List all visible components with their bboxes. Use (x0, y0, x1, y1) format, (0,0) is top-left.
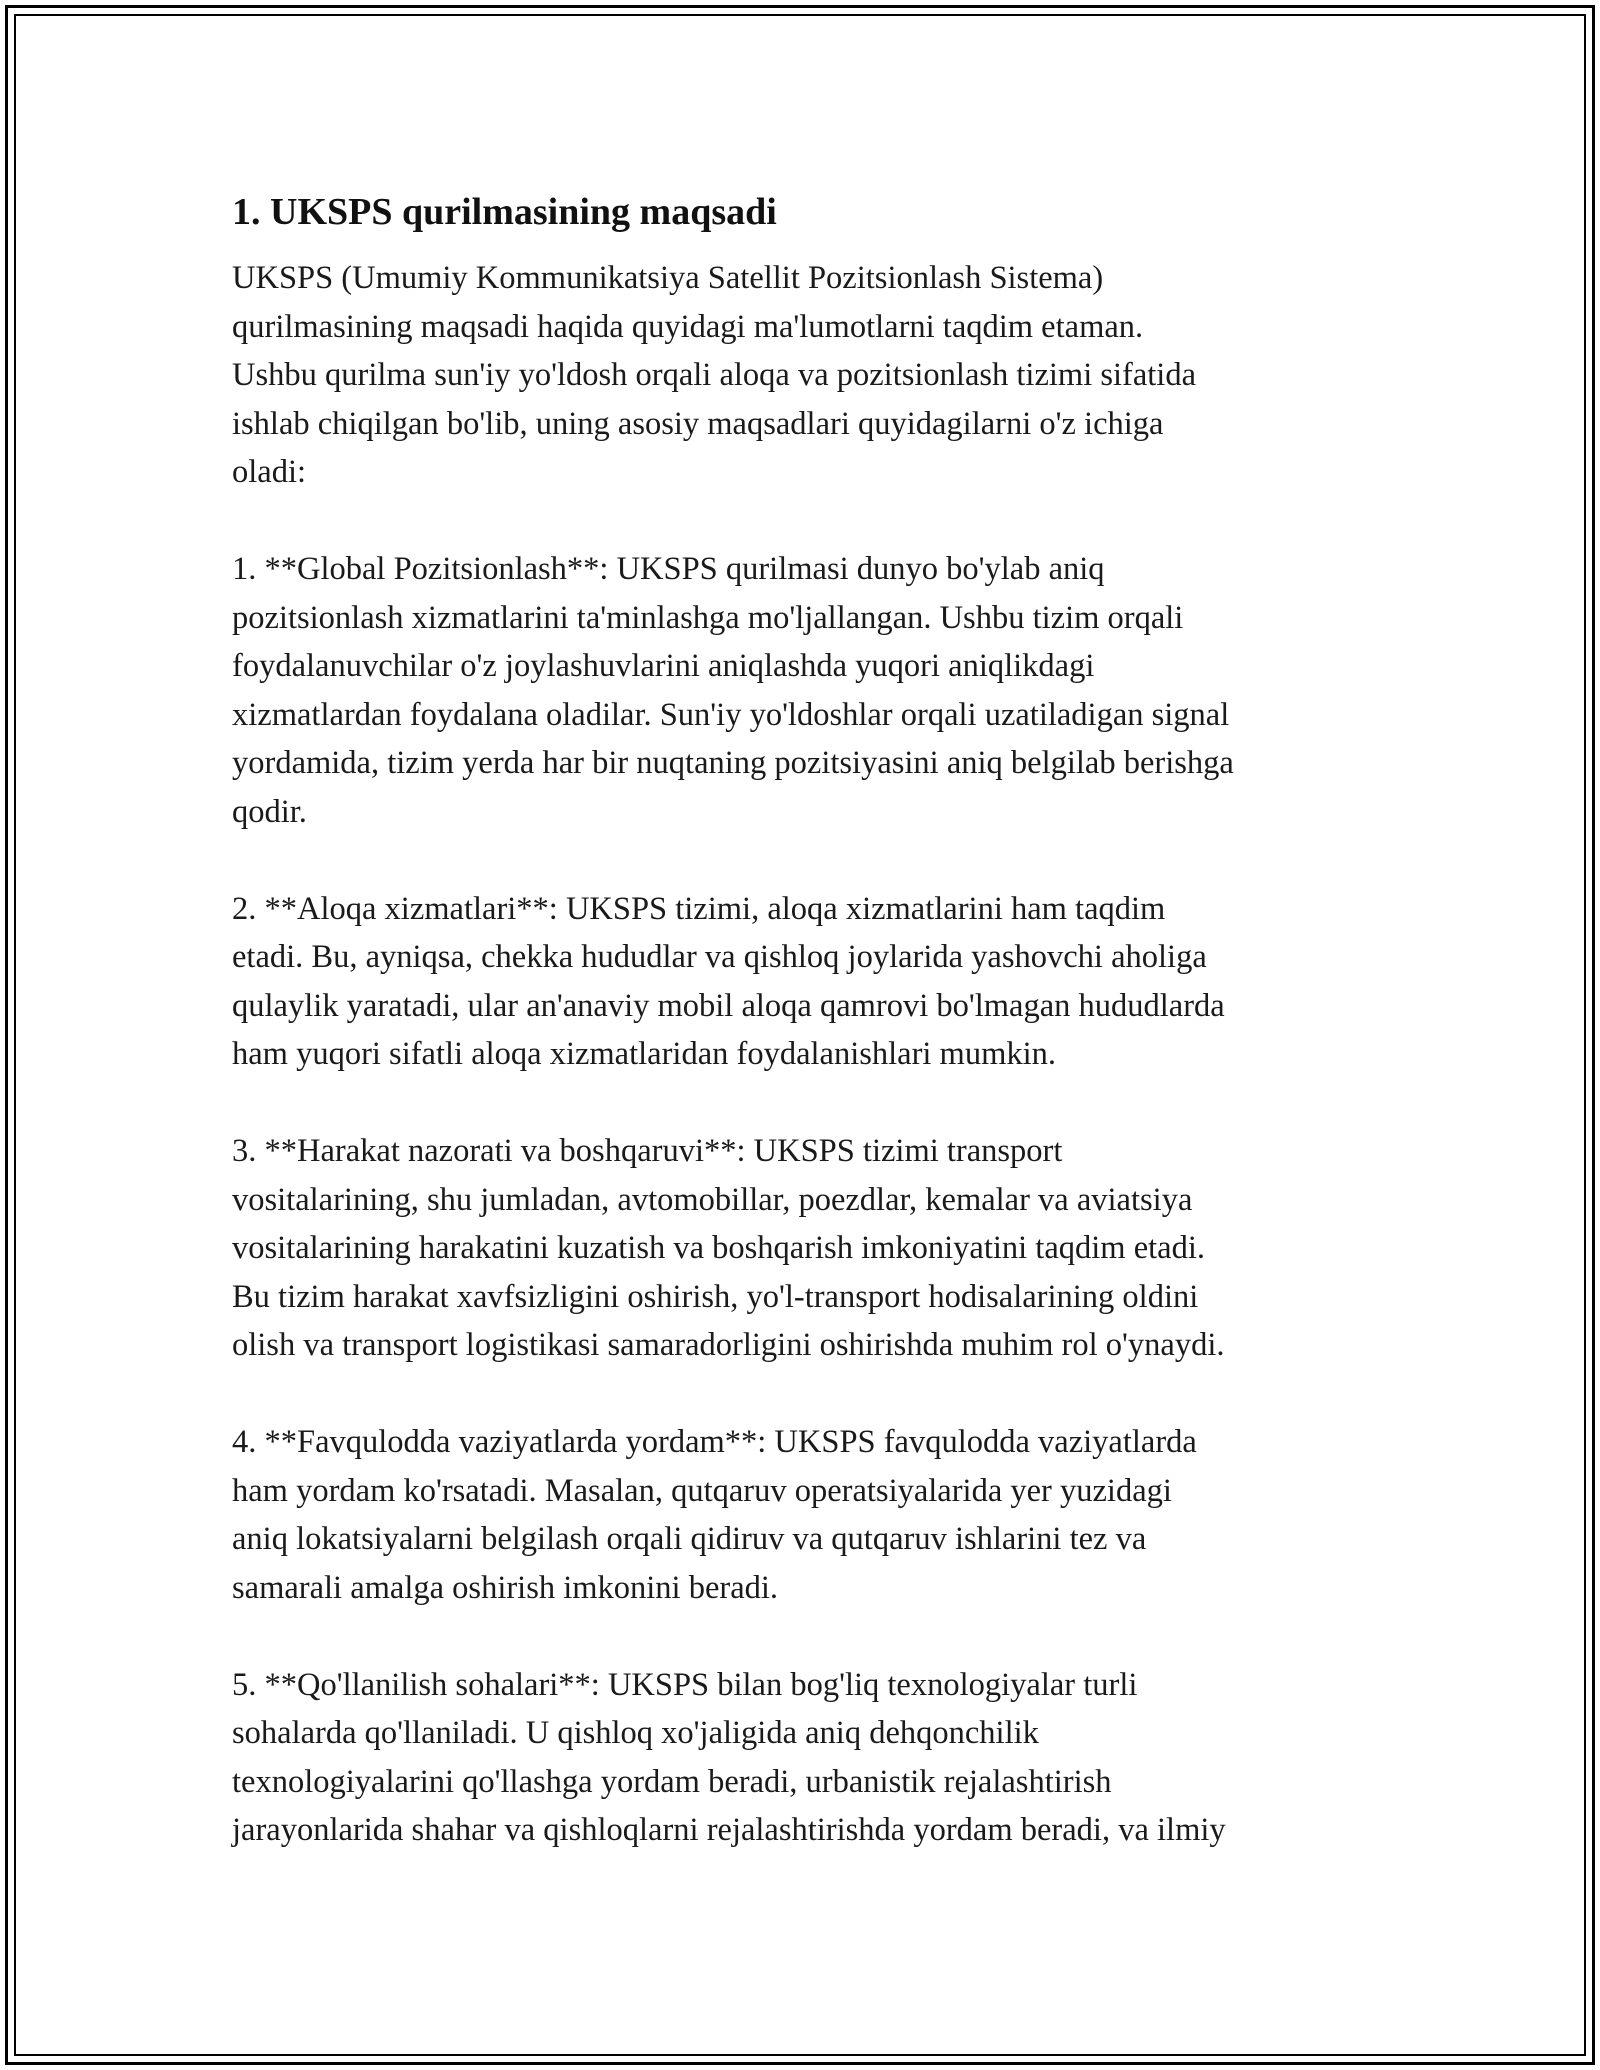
document-content (232, 188, 1382, 1903)
paragraph (232, 254, 1382, 497)
paragraph-line: ishlab chiqilgan bo'lib, uning asosiy maqsadlari quyidagilarni o'z ichiga (232, 405, 1164, 442)
paragraph-line: qurilmasining maqsadi haqida quyidagi ma'lumotlarni taqdim etaman. (232, 308, 1144, 345)
paragraph-line: 5. **Qo'llanilish sohalari**: UKSPS bilan bog'liq texnologiyalar turli (232, 1666, 1138, 1703)
paragraph-line: ham yuqori sifatli aloqa xizmatlaridan foydalanishlari mumkin. (232, 1036, 1057, 1072)
paragraph-list (232, 254, 1382, 1855)
paragraph-line: yordamida, tizim yerda har bir nuqtaning pozitsiyasini aniq belgilab berishga (232, 745, 1234, 781)
paragraph (232, 1127, 1382, 1370)
paragraph-line: etadi. Bu, ayniqsa, chekka hududlar va qishloq joylarida yashovchi aholiga (232, 939, 1207, 975)
paragraph-line: 3. **Harakat nazorati va boshqaruvi**: UKSPS tizimi transport (232, 1133, 1063, 1169)
paragraph-line: UKSPS (Umumiy Kommunikatsiya Satellit Pozitsionlash Sistema) (232, 260, 1104, 296)
paragraph (232, 1661, 1382, 1855)
paragraph-line: 2. **Aloqa xizmatlari**: UKSPS tizimi, aloqa xizmatlarini ham taqdim (232, 890, 1166, 927)
paragraph-line: aniq lokatsiyalarni belgilash orqali qidiruv va qutqaruv ishlarini tez va (232, 1521, 1147, 1557)
paragraph-line: ham yordam ko'rsatadi. Masalan, qutqaruv operatsiyalarida yer yuzidagi (232, 1472, 1172, 1509)
paragraph-line: foydalanuvchilar o'z joylashuvlarini aniqlashda yuqori aniqlikdagi (232, 648, 1095, 684)
paragraph-line: olish va transport logistikasi samaradorligini oshirishda muhim rol o'ynaydi. (232, 1327, 1225, 1363)
paragraph-line: sohalarda qo'llaniladi. U qishloq xo'jaligida aniq dehqonchilik (232, 1715, 1039, 1751)
paragraph-line: xizmatlardan foydalana oladilar. Sun'iy yo'ldoshlar orqali uzatiladigan signal (232, 696, 1230, 733)
paragraph (232, 1418, 1382, 1612)
document-page (5, 5, 1595, 2065)
paragraph-line: qulaylik yaratadi, ular an'anaviy mobil aloqa qamrovi bo'lmagan hududlarda (232, 987, 1225, 1024)
paragraph (232, 885, 1382, 1079)
paragraph-line: samarali amalga oshirish imkonini beradi. (232, 1569, 779, 1606)
paragraph-line: vositalarining, shu jumladan, avtomobillar, poezdlar, kemalar va aviatsiya (232, 1181, 1193, 1218)
paragraph-line: texnologiyalarini qo'llashga yordam beradi, urbanistik rejalashtirish (232, 1763, 1112, 1800)
paragraph-line: 1. **Global Pozitsionlash**: UKSPS qurilmasi dunyo bo'ylab aniq (232, 551, 1105, 587)
document-title: 1. UKSPS qurilmasining maqsadi (232, 191, 777, 233)
paragraph-line: Bu tizim harakat xavfsizligini oshirish, yo'l-transport hodisalarining oldini (232, 1278, 1199, 1315)
paragraph-line: Ushbu qurilma sun'iy yo'ldosh orqali aloqa va pozitsionlash tizimi sifatida (232, 357, 1197, 393)
paragraph-line: qodir. (232, 793, 307, 830)
paragraph-line: pozitsionlash xizmatlarini ta'minlashga mo'ljallangan. Ushbu tizim orqali (232, 599, 1184, 636)
paragraph (232, 545, 1382, 836)
paragraph-line: oladi: (232, 454, 307, 490)
paragraph-line: vositalarining harakatini kuzatish va boshqarish imkoniyatini taqdim etadi. (232, 1230, 1205, 1266)
paragraph-line: 4. **Favqulodda vaziyatlarda yordam**: UKSPS favqulodda vaziyatlarda (232, 1424, 1197, 1460)
paragraph-line: jarayonlarida shahar va qishloqlarni rejalashtirishda yordam beradi, va ilmiy (232, 1812, 1226, 1848)
